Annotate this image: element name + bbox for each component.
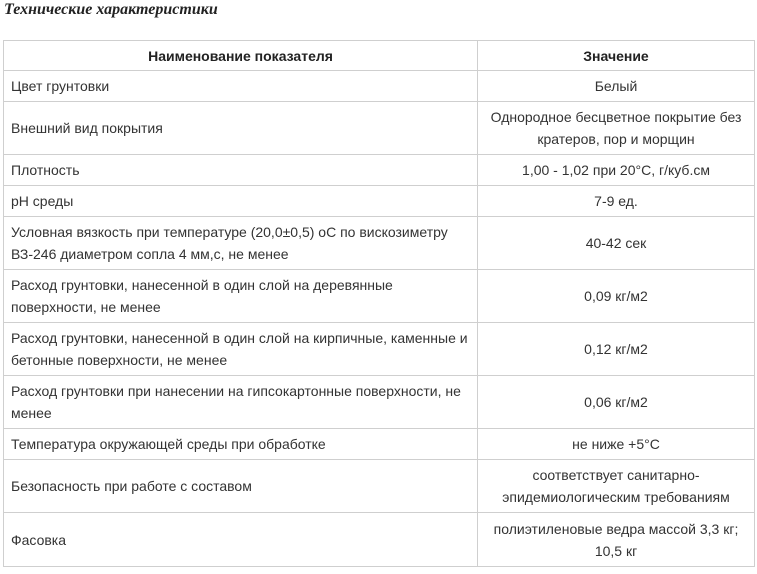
parameter-value: 1,00 - 1,02 при 20°С, г/куб.см	[478, 155, 755, 186]
table-row	[4, 513, 755, 567]
parameter-name: Фасовка	[4, 513, 478, 567]
table-row	[4, 429, 755, 460]
parameter-value: не ниже +5°С	[478, 429, 755, 460]
table-header-row	[4, 41, 755, 71]
table-row	[4, 460, 755, 513]
table-row	[4, 323, 755, 376]
parameter-value: Белый	[478, 71, 755, 102]
specifications-table	[3, 40, 755, 567]
section-title: Технические характеристики	[4, 1, 218, 18]
parameter-name: Условная вязкость при температуре (20,0±0,5) оС по вискозиметру ВЗ-246 диаметром сопла 4 мм,с, не менее	[4, 217, 478, 270]
parameter-name: Безопасность при работе с составом	[4, 460, 478, 513]
parameter-value: соответствует санитарно-эпидемиологическим требованиям	[478, 460, 755, 513]
parameter-value: 0,12 кг/м2	[478, 323, 755, 376]
table-row	[4, 270, 755, 323]
table-row	[4, 155, 755, 186]
parameter-name: Температура окружающей среды при обработке	[4, 429, 478, 460]
header-parameter-name: Наименование показателя	[4, 41, 478, 71]
parameter-value: Однородное бесцветное покрытие без кратеров, пор и морщин	[478, 102, 755, 155]
parameter-name: pH среды	[4, 186, 478, 217]
table-row	[4, 71, 755, 102]
parameter-value: 40-42 сек	[478, 217, 755, 270]
table-row	[4, 217, 755, 270]
parameter-name: Внешний вид покрытия	[4, 102, 478, 155]
parameter-name: Расход грунтовки, нанесенной в один слой на деревянные поверхности, не менее	[4, 270, 478, 323]
table-row	[4, 376, 755, 429]
parameter-name: Плотность	[4, 155, 478, 186]
table-row	[4, 102, 755, 155]
parameter-value: 7-9 ед.	[478, 186, 755, 217]
parameter-value: полиэтиленовые ведра массой 3,3 кг; 10,5 кг	[478, 513, 755, 567]
header-value: Значение	[478, 41, 755, 71]
parameter-value: 0,06 кг/м2	[478, 376, 755, 429]
parameter-name: Цвет грунтовки	[4, 71, 478, 102]
table-row	[4, 186, 755, 217]
parameter-name: Расход грунтовки при нанесении на гипсокартонные поверхности, не менее	[4, 376, 478, 429]
parameter-name: Расход грунтовки, нанесенной в один слой на кирпичные, каменные и бетонные поверхности, не менее	[4, 323, 478, 376]
parameter-value: 0,09 кг/м2	[478, 270, 755, 323]
